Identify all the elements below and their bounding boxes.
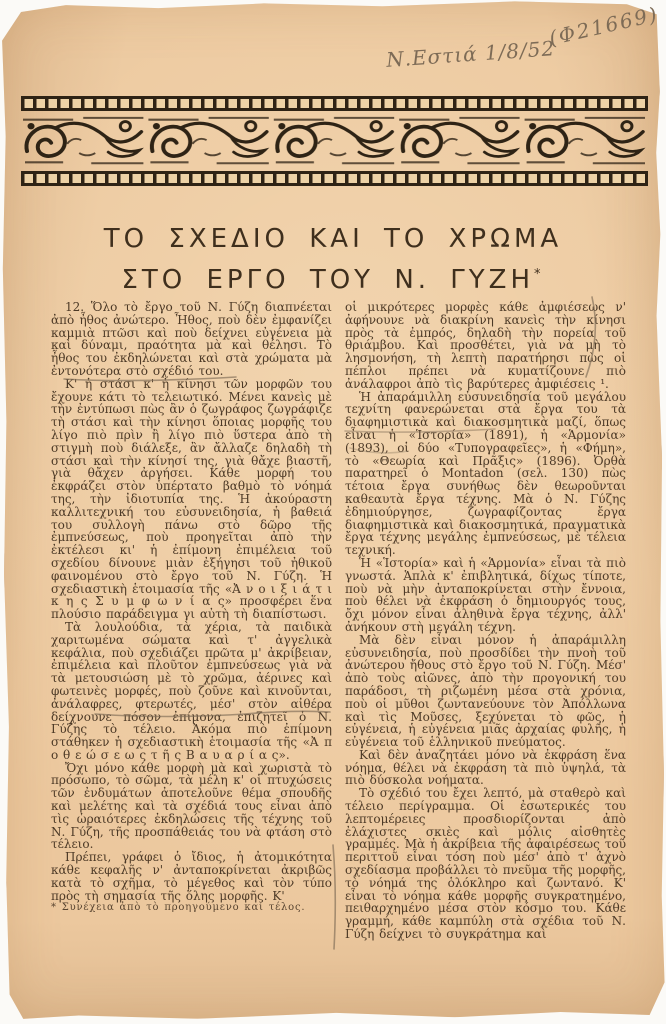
checker-strip-top — [21, 96, 648, 111]
source-date-annotation: Ν.Εστιά 1/8/52 — [385, 36, 556, 72]
paragraph: Καὶ δὲν ἀναζητάει μόνο νὰ ἐκφράση ἕνα νόημα, θέλει νὰ ἐκφράση τὰ πιὸ ὑψηλά, τὰ πιὸ δύσκολα νοήματα. — [345, 747, 626, 788]
title-footnote-marker: * — [534, 267, 545, 282]
paragraph: οἱ μικρότερες μορφὲς κάθε ἀμφιέσεως ν' ἀφήνουνε νὰ διακρίνη κανεὶς τὴν κίνησι πρὸς τὰ ἐμπρός, δηλαδὴ τὴν πορεία τοῦ θριάμβου. Καὶ προσθέτει, γιὰ νὰ μὴ τὸ λησμονήση, τὴ λεπτὴ παρατήρησι πὼς οἱ πέπλοι πρέπει νὰ κυματίζουνε πιὸ ἀνάλαφροι ἀπὸ τὶς βαρύτερες ἀμφιέσεις ¹. — [345, 300, 626, 391]
paragraph: Πρέπει, γράφει ὁ ἴδιος, ἡ ἀτομικότητα κάθε κεφαλῆς ν' ἀνταποκρίνεται ἀκριβῶς κατὰ τὸ σχῆμα, τὸ μέγεθος καὶ τὸν τύπο πρὸς τὴ σημασία τῆς ὅλης μορφῆς. Κ' — [51, 850, 332, 903]
paragraph: Ἡ ἀπαράμιλλη εὐσυνειδησία τοῦ μεγάλου τεχνίτη φανερώνεται στὰ ἔργα του τὰ διαφημιστικὰ καὶ διακοσμητικὰ μαζί, ὅπως εἶναι ἡ «Ἱστορία» (1891), ἡ «Ἁρμονία» (1893), οἱ δύο «Τυπογραφεῖες», ἡ «Φήμη», τὸ «Θεωρία καὶ Πρᾶξις» (1896). Ὀρθὰ παρατηρεῖ ὁ Montadon (σελ. 130) πὼς τέτοια ἔργα συνήθως δὲν θεωροῦνται καθεαυτὰ ἔργα τέχνης. Μὰ ὁ Ν. Γύζης ἐδημιούργησε, ζωγραφίζοντας ἔργα διαφημιστικὰ καὶ διακοσμητικά, πραγματικὰ ἔργα τέχνης μεγάλης ἐμπνεύσεως, μὲ τέλεια τεχνική. — [345, 389, 626, 558]
paragraph: Κ' ἡ στάσι κ' ἡ κίνησι τῶν μορφῶν του ἔχουνε κάτι τὸ τελειωτικό. Μένει κανεὶς μὲ τὴν ἐντύπωσι πὼς ἂν ὁ ζωγράφος ζωγράφιζε τὴ στάσι καὶ τὴν κίνησι ὅποιας μορφῆς του λίγο πιὸ πρὶν ἢ λίγο πιὸ ὕστερα ἀπὸ τὴ στιγμὴ ποὺ διάλεξε, ἂν ἄλλαζε δηλαδὴ τὴ στάσι καὶ τὴν κίνησί της, γιὰ θἄχε βιαστῆ, γιὰ θἄχεν ἀργήσει. Κάθε μορφή του ἐκφράζει στὸν ὑπέρτατο βαθμὸ τὸ νόημά της, τὴν ἰδιοτυπία της. Ἡ ἀκούραστη καλλιτεχνική του εὐσυνειδησία, ἡ βαθειά του συλλογὴ πάνω στὸ δῶρο τῆς ἐμπνεύσεως, ποὺ προηγεῖται ἀπὸ τὴν ἐκτέλεσι κι' ἡ ἐπίμονη ἐπιμέλεια τοῦ σχεδίου δίνουνε μιὰν ἐξήγησι τοῦ ἠθικοῦ φαινομένου στὸ ἔργο τοῦ Ν. Γύζη. Ἡ σχεδιαστικὴ ἑτοιμασία τῆς «Ἀ ν ο ι ξ ι ά τ ι κ η ς Σ υ μ φ ω ν ί α ς» προσφέρει ἕνα πλούσιο παράδειγμα γι αὐτὴ τὴ διαπίστωσι. — [51, 376, 332, 622]
checker-strip-bottom — [21, 171, 648, 186]
paragraph: Ἡ «Ἱστορία» καὶ ἡ «Ἁρμονία» εἶναι τὰ πιὸ γνωστά. Ἁπλὰ κ' ἐπιβλητικά, δίχως τίποτε, ποὺ νὰ μὴν ἀνταποκρίνεται στὴν ἔννοια, ποὺ θέλει νὰ ἐκφράση ὁ δημιουργός τους, ὄχι μόνον εἶναι ἀληθινὰ ἔργα τέχνης, ἀλλ' ἀνήκουν στὴ μεγάλη τέχνη. — [345, 555, 626, 634]
footnote-text: * Συνέχεια ἀπὸ τὸ προηγούμενο καὶ τέλος. — [51, 902, 306, 914]
article-body — [51, 301, 627, 941]
floral-scroll-frieze — [21, 116, 648, 166]
paragraph: Τὸ σχέδιό του ἔχει λεπτό, μὰ σταθερὸ καὶ τέλειο περίγραμμα. Οἱ ἐσωτερικές του λεπτομέρειες προσδιορίζονται ἀπὸ ἐλάχιστες σκιὲς καὶ μόλις αἰσθητὲς γραμμές. Μὰ ἡ ἀκρίβεια τῆς ἀφαιρέσεως τοῦ περιττοῦ εἶναι τόση ποὺ μέσ' ἀπὸ τ' ἀχνὸ σχεδίασμα προβάλλει τὸ πνεῦμα τῆς μορφῆς, τὸ νόημά της ὁλόκληρο καὶ ζωντανό. Κ' εἶναι τὸ νόημα κάθε μορφῆς συγκρατημένο, πειθαρχημένο μέσα στὸν κόσμο του. Κάθε γραμμή, κάθε καμπύλη στὰ σχέδια τοῦ Ν. Γύζη δείχνει τὸ συγκράτημα καὶ — [345, 786, 626, 942]
column-left — [51, 301, 332, 941]
article-title-line1: ΤΟ ΣΧΕΔΙΟ ΚΑΙ ΤΟ ΧΡΩΜΑ — [103, 224, 563, 254]
paragraph: Τὰ λουλούδια, τὰ χέρια, τὰ παιδικὰ χαριτωμένα σώματα καὶ τ' ἀγγελικὰ κεφάλια, ποὺ σχεδιάζει πρῶτα μ' ἀκρίβειαν, ἐπιμέλεια καὶ πλοῦτον ἐμπνεύσεως γιὰ νὰ τὰ μετουσιώση μὲ τὸ χρῶμα, ἀέρινες καὶ φωτεινὲς μορφές, ποὺ ζοῦνε καὶ κινοῦνται, ἀνάλαφρες, φτερωτές, μέσ' στὸν αἰθέρα δείχνουνε πόσον ἐπίμονα, ἐπιζητεῖ ὁ Ν. Γύζης τὸ τέλειο. Ἀκόμα πιὸ ἐπίμονη στάθηκεν ἡ σχεδιαστικὴ ἑτοιμασία τῆς «Ἀ π ο θ ε ώ σ ε ω ς τ ῆ ς Β α υ α ρ ί α ς». — [51, 619, 332, 762]
paragraph: 12. Ὅλο τὸ ἔργο τοῦ Ν. Γύζη διαπνέεται ἀπὸ ἦθος ἀνώτερο. Ἦθος, ποὺ δὲν ἐμφανίζει καμμιὰ πτῶσι καὶ ποὺ δείχνει εὐγένεια μὰ καὶ δύναμι, πραότητα μὰ καὶ θέλησι. Τὸ ἦθος του ἐκδηλώνεται καὶ στὰ χρώματα μὰ ἐντονότερα στὸ σχέδιό του. — [51, 300, 332, 378]
article-title — [0, 221, 666, 298]
ornamental-header-border — [21, 96, 648, 186]
archive-number-annotation: (Φ21669) — [547, 1, 662, 51]
paragraph: Μὰ δὲν εἶναι μόνον ἡ ἀπαράμιλλη εὐσυνειδησία, ποὺ προσδίδει τὴν πνοὴ τοῦ ἀνώτερου ἤθους στὸ ἔργο τοῦ Ν. Γύζη. Μέσ' ἀπὸ τοὺς αἰῶνες, ἀπὸ τὴν προγονική του παράδοσι, τὴ ριζωμένη μέσα στὰ χρόνια, ποὺ οἱ μῦθοι ζωντανεύουνε τὸν Ἀπόλλωνα καὶ τὶς Μοῦσες, ξεχύνεται τὸ φῶς, ἡ εὐγένεια, ἡ εὐγένεια μιᾶς ἀρχαίας φυλῆς, ἡ εὐγένεια τοῦ ἑλληνικοῦ πνεύματος. — [345, 632, 626, 750]
paragraph: Ὄχι μόνο κάθε μορφὴ μὰ καὶ χωριστὰ τὸ πρόσωπο, τὸ σῶμα, τὰ μέλη κ' οἱ πτυχώσεις τῶν ἐνδυμάτων ἀποτελοῦνε θέμα σπουδῆς καὶ μελέτης καὶ τὰ σχέδιά τους εἶναι ἀπὸ τὶς ὡραιότερες ἐκδηλώσεις τῆς τέχνης τοῦ Ν. Γύζη, τῆς προσπάθειάς του νὰ φτάση στὸ τέλειο. — [51, 760, 332, 852]
article-title-line2: ΣΤΟ ΕΡΓΟ ΤΟΥ Ν. ΓΥΖΗ — [121, 265, 535, 295]
column-right — [345, 301, 626, 941]
